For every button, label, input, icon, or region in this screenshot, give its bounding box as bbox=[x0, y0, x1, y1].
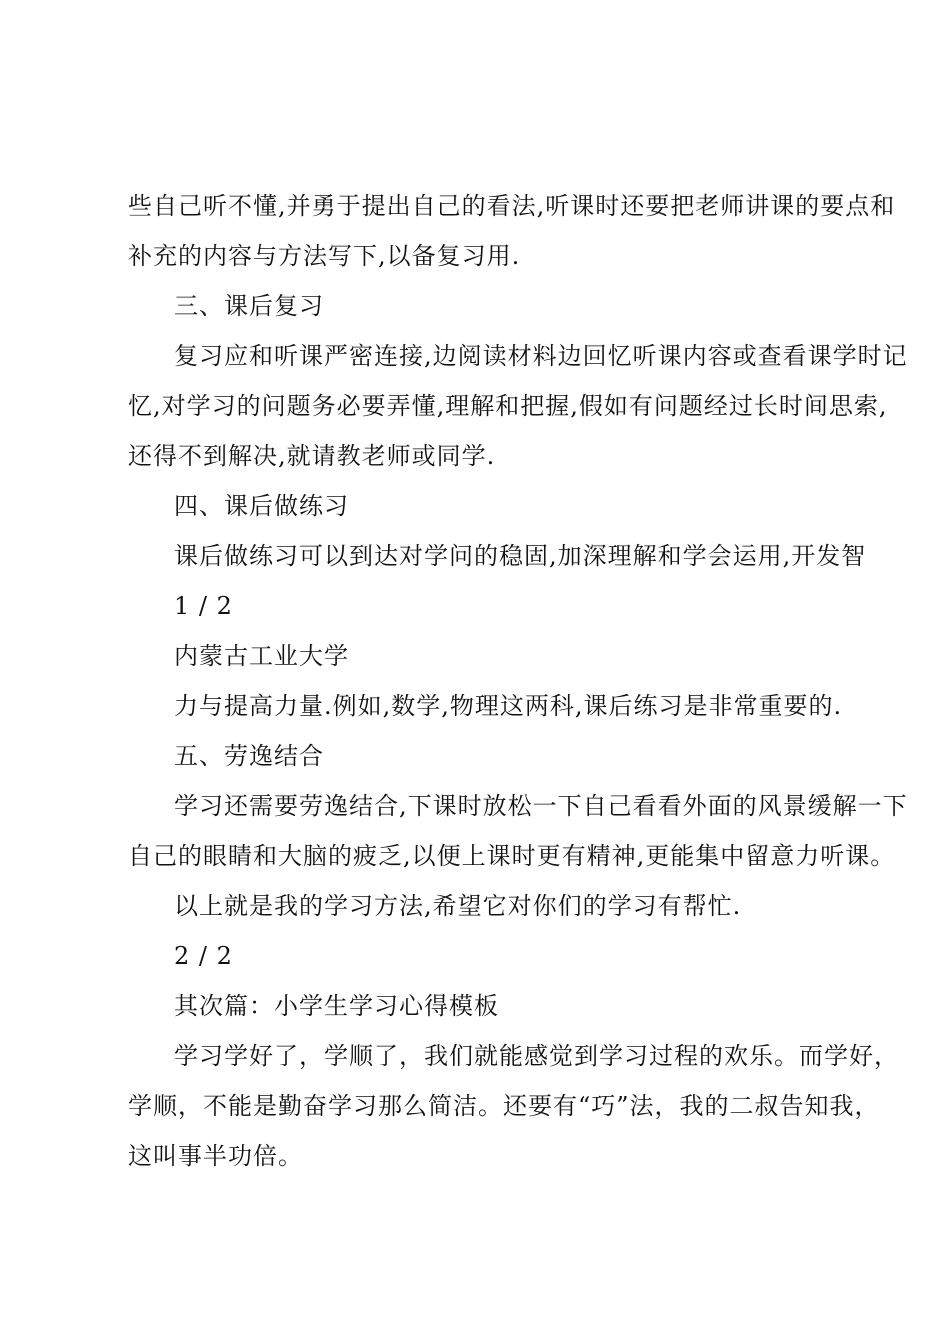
paragraph-line: 以上就是我的学习方法,希望它对你们的学习有帮忙. bbox=[174, 892, 742, 920]
paragraph-line: 学顺，不能是勤奋学习那么简洁。还要有“巧”法，我的二叔告知我， bbox=[128, 1092, 880, 1120]
paragraph-line: 忆,对学习的问题务必要弄懂,理解和把握,假如有问题经过长时间思索, bbox=[128, 392, 888, 420]
paragraph-line: 这叫事半功倍。 bbox=[128, 1142, 303, 1170]
paragraph-line: 力与提高力量.例如,数学,物理这两科,课后练习是非常重要的. bbox=[174, 692, 843, 720]
page-number: 2 / 2 bbox=[174, 942, 233, 970]
paragraph-line: 学习学好了，学顺了，我们就能感觉到学习过程的欢乐。而学好， bbox=[174, 1042, 899, 1070]
paragraph-line: 课后做练习可以到达对学问的稳固,加深理解和学会运用,开发智 bbox=[174, 542, 867, 570]
paragraph-line: 自己的眼睛和大脑的疲乏,以便上课时更有精神,更能集中留意力听课。 bbox=[128, 842, 896, 870]
section-title: 其次篇：小学生学习心得模板 bbox=[174, 992, 499, 1020]
paragraph-line: 复习应和听课严密连接,边阅读材料边回忆听课内容或查看课学时记 bbox=[174, 342, 908, 370]
header-text: 内蒙古工业大学 bbox=[174, 642, 349, 670]
section-heading: 三、课后复习 bbox=[174, 292, 324, 320]
section-heading: 四、课后做练习 bbox=[174, 492, 349, 520]
paragraph-line: 还得不到解决,就请教老师或同学. bbox=[128, 442, 496, 470]
paragraph-line: 学习还需要劳逸结合,下课时放松一下自己看看外面的风景缓解一下 bbox=[174, 792, 908, 820]
page-number: 1 / 2 bbox=[174, 592, 233, 620]
section-heading: 五、劳逸结合 bbox=[174, 742, 324, 770]
paragraph-line: 些自己听不懂,并勇于提出自己的看法,听课时还要把老师讲课的要点和 bbox=[128, 192, 896, 220]
paragraph-line: 补充的内容与方法写下,以备复习用. bbox=[128, 242, 521, 270]
